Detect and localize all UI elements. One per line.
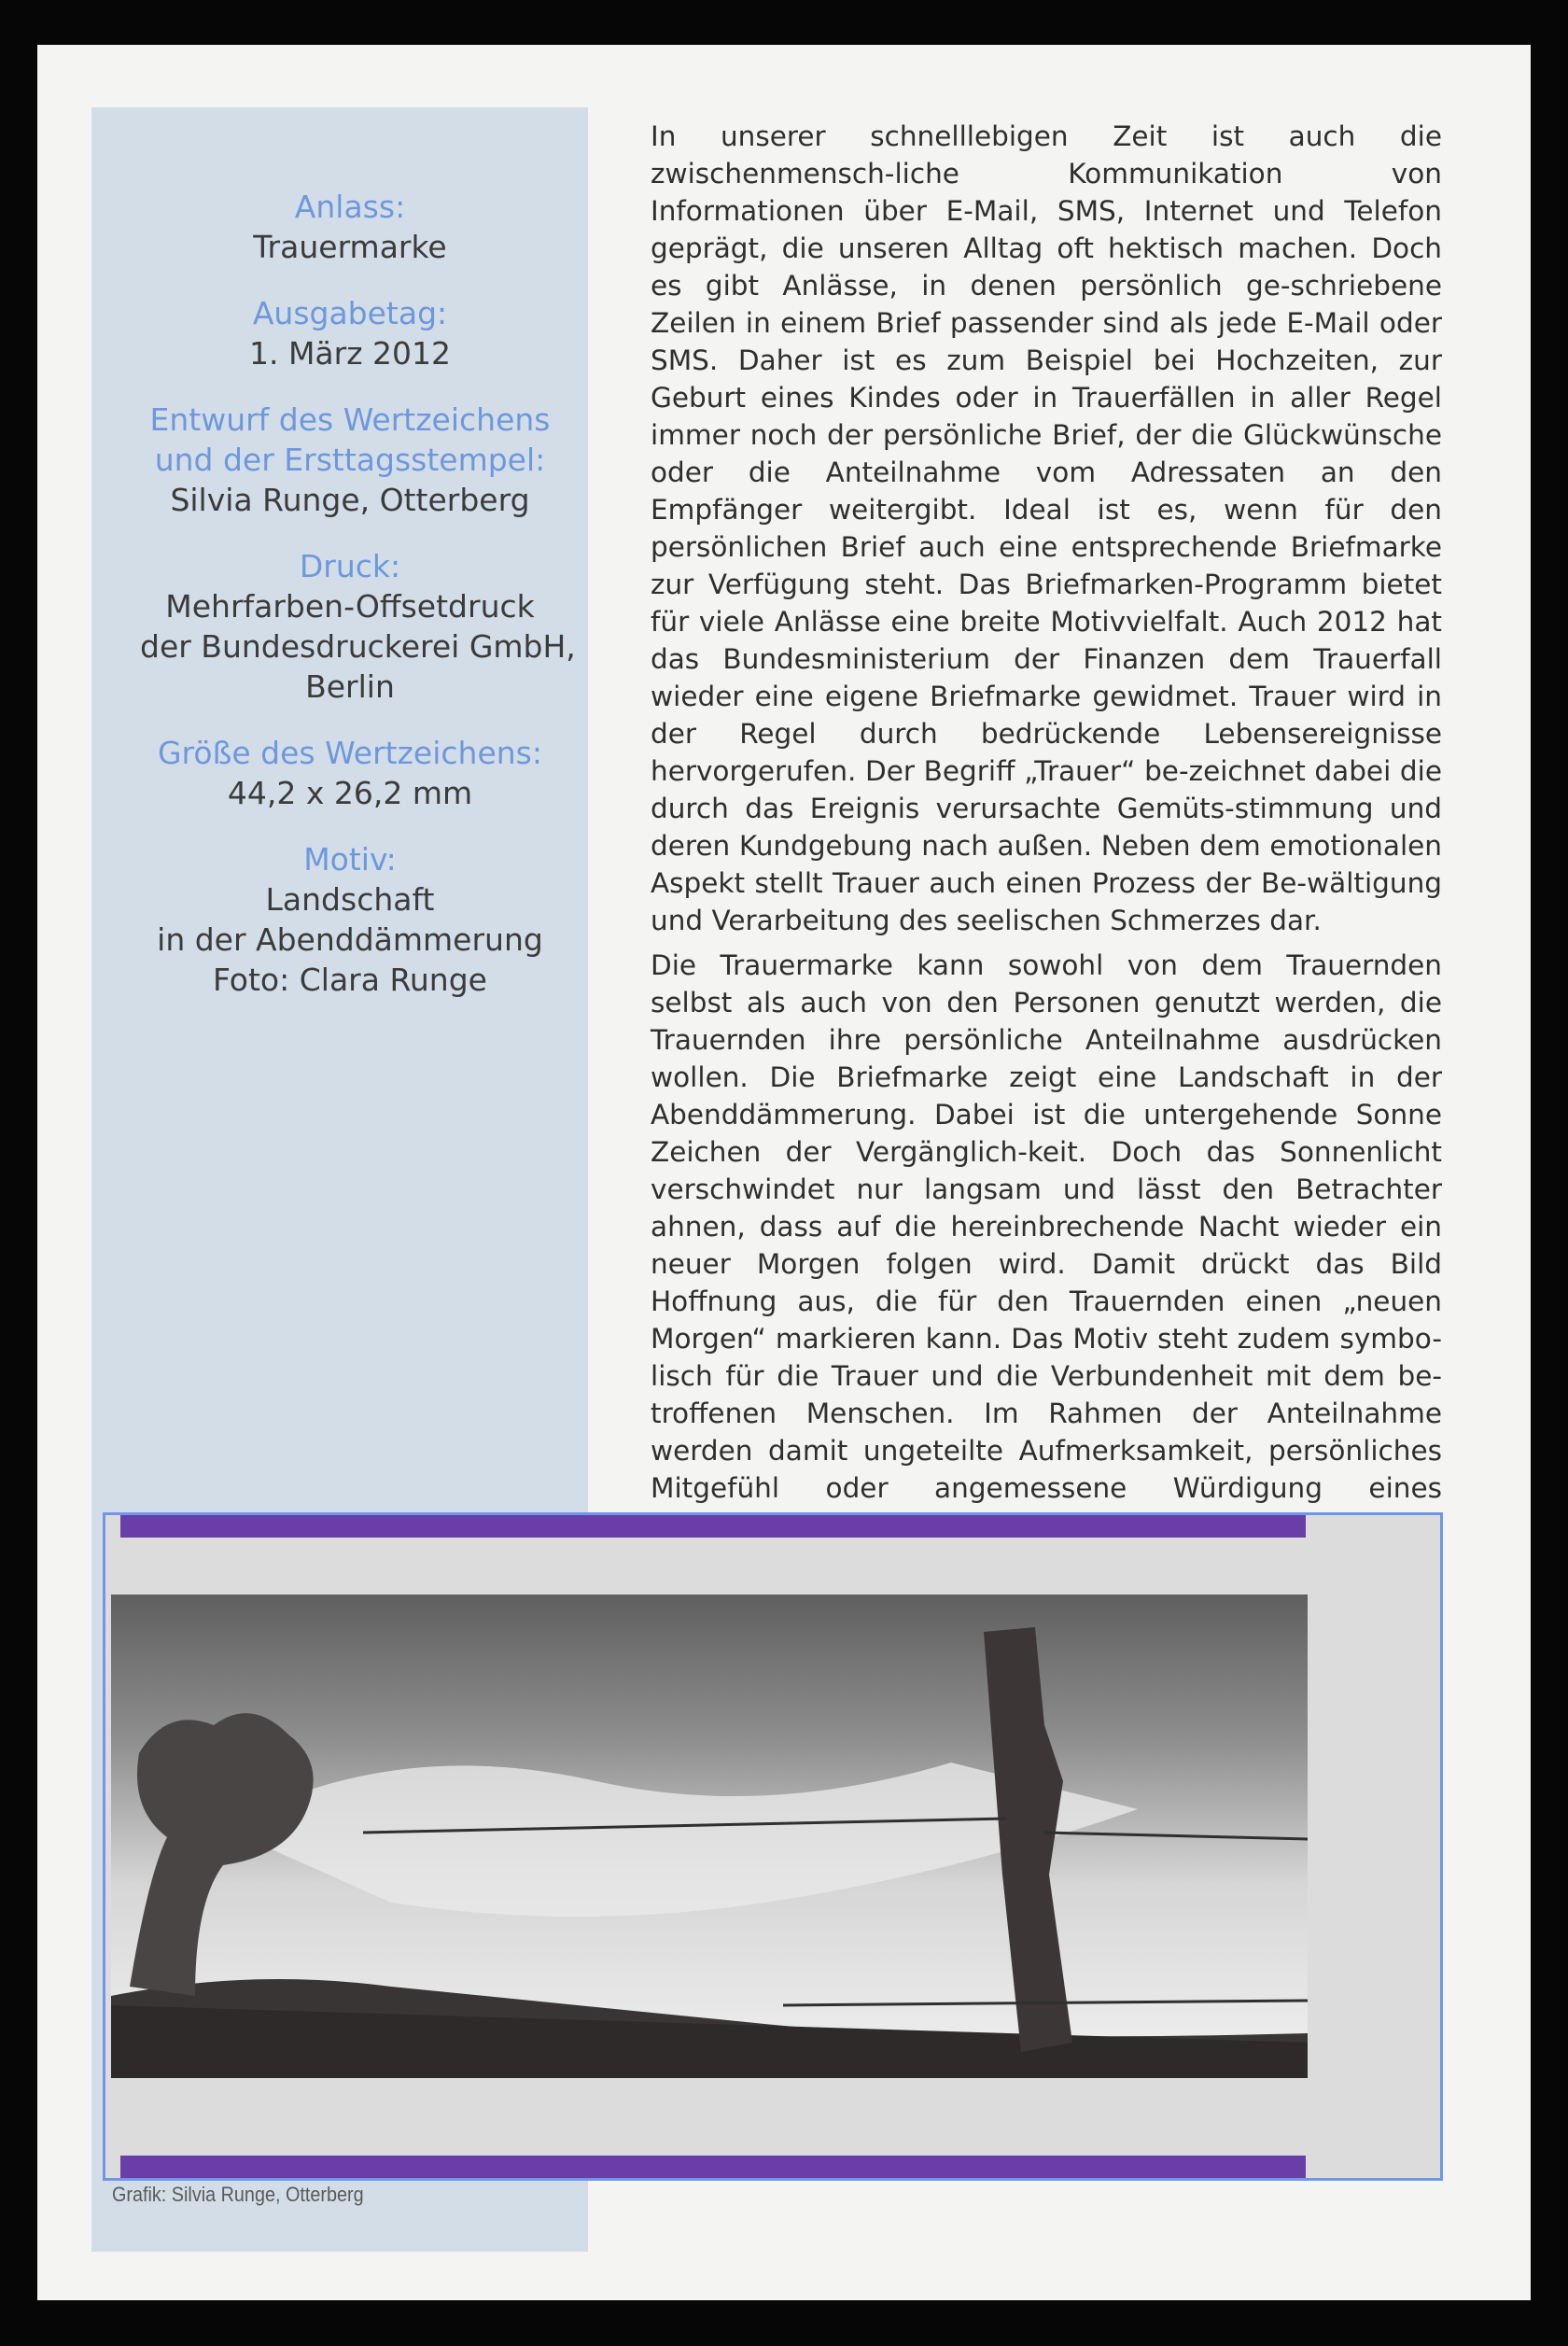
info-label: Anlass: bbox=[294, 189, 406, 225]
info-value: Landschaft in der Abenddämmerung Foto: Clara Runge bbox=[157, 881, 543, 998]
info-group-motif bbox=[140, 839, 560, 1000]
paragraph: Die Trauermarke kann sowohl von dem Trauernden selbst als auch von den Personen genutzt werden, die Trauernden ihre persönliche Anteilnahme ausdrücken wollen. Die Briefmarke zeigt eine Landschaft in der Abenddämmerung. Dabei ist die untergehende Sonne Zeichen der Vergänglich-keit. Doch das Sonnenlicht verschwindet nur langsam und lässt den Betrachter ahnen, dass auf die hereinbrechende Nacht wieder ein neuer Morgen folgen wird. Damit drückt das Bild Hoffnung aus, die für den Trauernden einen „neuen Morgen“ markieren kann. Das Motiv steht zudem symbo-lisch für die Trauer und die Verbundenheit mit dem be-troffenen Menschen. Im Rahmen der Anteilnahme werden damit ungeteilte Aufmerksamkeit, persönliches Mitgefühl oder angemessene Würdigung eines bbox=[651, 949, 1442, 1504]
info-value: 1. März 2012 bbox=[248, 335, 452, 372]
purple-bar-top bbox=[120, 1515, 1306, 1538]
info-label: Größe des Wertzeichens: bbox=[157, 735, 542, 771]
purple-bar-bottom bbox=[120, 2156, 1306, 2178]
info-group-design bbox=[140, 400, 560, 520]
stamp-graphic bbox=[103, 1512, 1443, 2181]
graphic-credit: Grafik: Silvia Runge, Otterberg bbox=[112, 2183, 364, 2206]
info-group-issue-date bbox=[140, 293, 560, 373]
paragraph: In unserer schnelllebigen Zeit ist auch die zwischenmensch-liche Kommunikation von Informationen über E-Mail, SMS, Internet und Telefon geprägt, die unseren Alltag oft hektisch machen. Doch es gibt Anlässe, in denen persönlich ge-schriebene Zeilen in einem Brief passender sind als jede E-Mail oder SMS. Daher ist es zum Beispiel bei Hochzeiten, zur Geburt eines Kindes oder in Trauerfällen in aller Regel immer noch der persönliche Brief, der die Glückwünsche oder die Anteilnahme vom Adressaten an den Empfänger weitergibt. Ideal ist es, wenn für den persönlichen Brief auch eine entsprechende Briefmarke zur Verfügung steht. Das Briefmarken-Programm bietet für viele Anlässe eine breite Motivvielfalt. Auch 2012 hat das Bundesministerium der Finanzen dem Trauerfall wieder eine eigene Briefmarke gewidmet. Trauer wird in der Regel durch bedrückende Lebensereignisse hervorgerufen. Der Begriff „Trauer“ be-zeichnet dabei die durch das Ereignis verursachte Gemüts-stimmung und deren Kundgebung nach außen. Neben dem emotionalen Aspekt stellt Trauer auch einen Prozess der Be-wältigung und Verarbeitung des seelischen Schmerzes dar. bbox=[651, 120, 1442, 936]
info-value: Silvia Runge, Otterberg bbox=[170, 482, 530, 518]
info-group-print bbox=[140, 546, 576, 707]
info-label: Motiv: bbox=[303, 841, 397, 878]
stamp-info bbox=[140, 187, 576, 1026]
info-group-size bbox=[140, 733, 560, 813]
info-value: 44,2 x 26,2 mm bbox=[227, 775, 473, 811]
info-group-occasion bbox=[140, 187, 560, 267]
landscape-photo bbox=[111, 1594, 1308, 2078]
info-label: Ausgabetag: bbox=[252, 295, 448, 331]
info-label: Druck: bbox=[299, 548, 401, 584]
info-value: Mehrfarben-Offsetdruck der Bundesdruckerei GmbH, Berlin bbox=[140, 588, 576, 705]
article-body bbox=[651, 118, 1442, 1626]
info-label: Entwurf des Wertzeichens und der Ersttagsstempel: bbox=[149, 401, 551, 478]
info-value: Trauermarke bbox=[253, 229, 447, 265]
